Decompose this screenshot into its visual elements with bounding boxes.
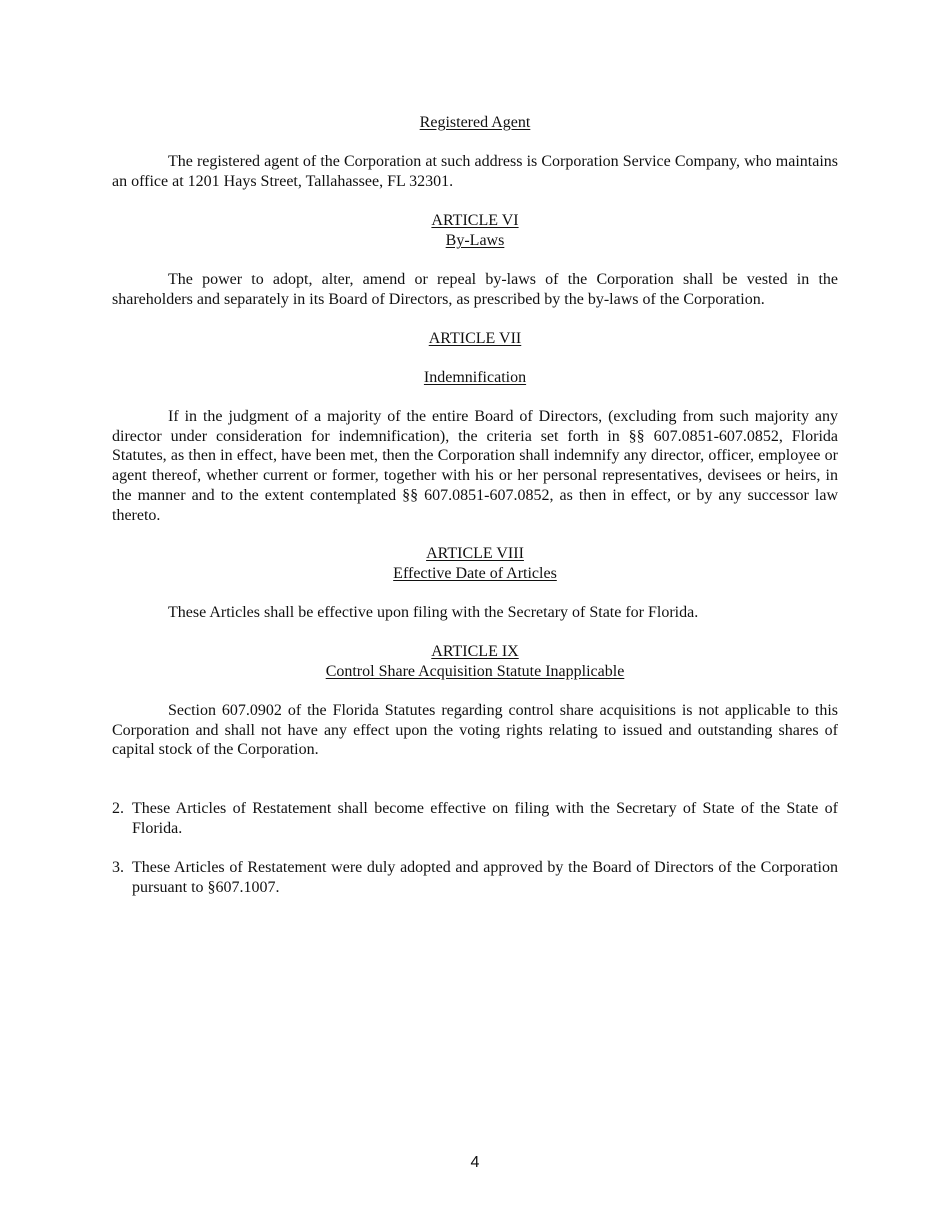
- numbered-item-3: [112, 858, 838, 897]
- article-vii-paragraph: If in the judgment of a majority of the entire Board of Directors, (excluding from such majority any director under consideration for indemnification), the criteria set forth in §§ 607.0851-607.0852, Florida Statutes, as then in effect, have been met, then the Corporation shall indemnify any director, officer, employee or agent thereof, whether current or former, together with his or her personal representatives, devisees or heirs, in the manner and to the extent contemplated §§ 607.0851-607.0852, as then in effect, or by any successor law thereto.: [112, 408, 838, 524]
- article-vii-title: Indemnification: [423, 369, 527, 386]
- article-viii-paragraph: These Articles shall be effective upon filing with the Secretary of State for Florida.: [168, 604, 699, 621]
- article-vi-title: By-Laws: [445, 232, 505, 249]
- article-vii-number: ARTICLE VII: [428, 330, 522, 347]
- article-ix-number: ARTICLE IX: [431, 643, 519, 660]
- article-ix-paragraph: Section 607.0902 of the Florida Statutes regarding control share acquisitions is not applicable to this Corporation and shall not have any effect upon the voting rights relating to issued and outstanding shares of capital stock of the Corporation.: [112, 702, 838, 759]
- article-ix-title: Control Share Acquisition Statute Inapplicable: [325, 663, 625, 680]
- item-number: 3.: [112, 859, 124, 876]
- item-number: 2.: [112, 800, 124, 817]
- article-viii-number: ARTICLE VIII: [426, 545, 524, 562]
- registered-agent-paragraph: The registered agent of the Corporation at such address is Corporation Service Company, who maintains an office at 1201 Hays Street, Tallahassee, FL 32301.: [112, 153, 838, 190]
- item-text: These Articles of Restatement were duly adopted and approved by the Board of Directors of the Corporation pursuant to §607.1007.: [132, 859, 838, 896]
- article-vi-paragraph: The power to adopt, alter, amend or repeal by-laws of the Corporation shall be vested in the shareholders and separately in its Board of Directors, as prescribed by the by-laws of the Corporation.: [112, 271, 838, 308]
- article-vi-number: ARTICLE VI: [431, 212, 519, 229]
- page-number: 4: [470, 1154, 480, 1171]
- item-text: These Articles of Restatement shall become effective on filing with the Secretary of State of the State of Florida.: [132, 800, 838, 837]
- article-viii-title: Effective Date of Articles: [393, 565, 557, 582]
- registered-agent-heading: Registered Agent: [419, 114, 531, 131]
- numbered-item-2: [112, 799, 838, 838]
